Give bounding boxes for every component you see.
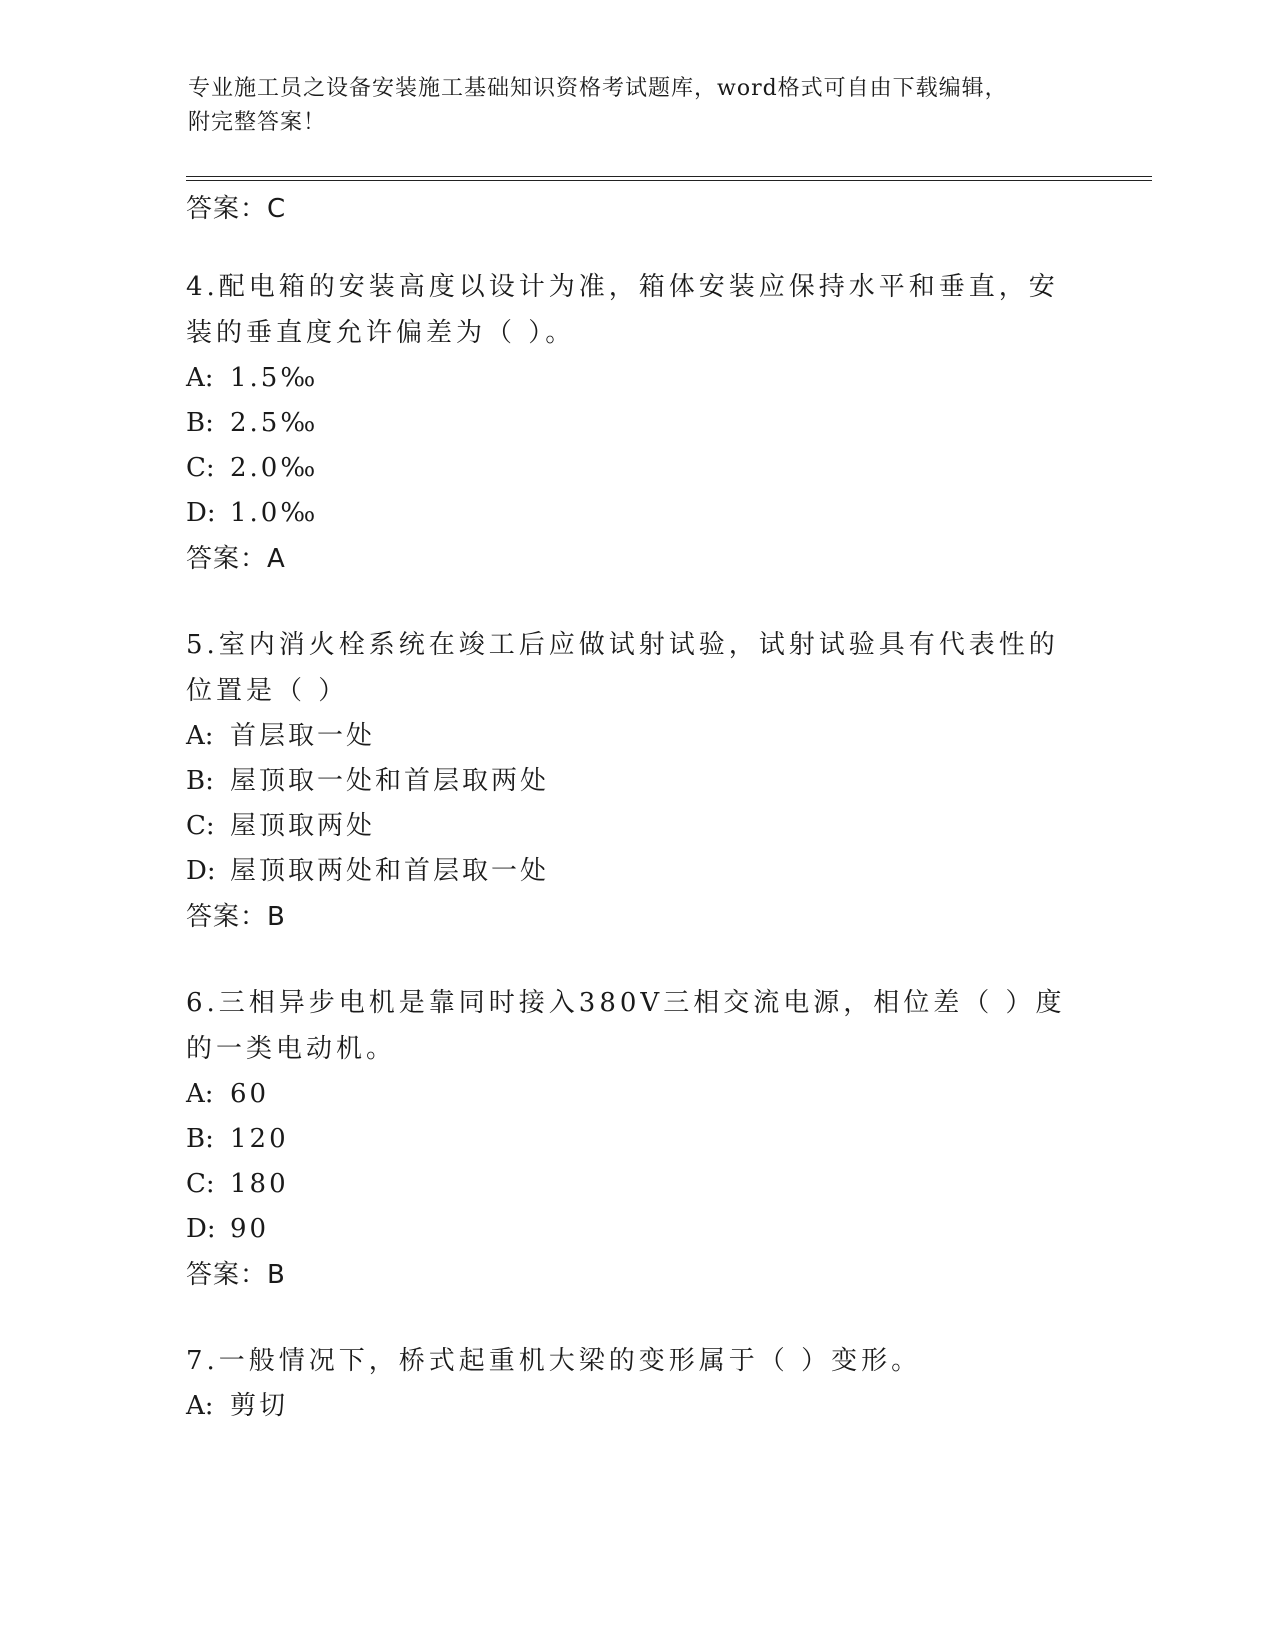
page-header — [188, 72, 1068, 140]
previous-answer: 答案：C — [186, 194, 287, 224]
option-text: 60 — [230, 1079, 270, 1109]
option-key: A: — [186, 1391, 214, 1421]
option-key: C: — [186, 453, 215, 483]
option-key: C: — [186, 1169, 215, 1199]
option-text: 2.5‰ — [230, 408, 319, 438]
question-block-4 — [186, 264, 1086, 582]
option-key: C: — [186, 811, 215, 841]
option-c — [186, 804, 1086, 849]
option-c — [186, 446, 1086, 491]
option-a — [186, 714, 1086, 759]
option-d — [186, 491, 1086, 536]
header-line-2: 附完整答案！ — [188, 110, 327, 135]
option-c — [186, 1162, 1086, 1207]
option-key: D: — [186, 498, 216, 528]
question-block-7 — [186, 1338, 1086, 1429]
option-d — [186, 849, 1086, 894]
option-key: B: — [186, 408, 214, 438]
option-a — [186, 356, 1086, 401]
question-block-5 — [186, 622, 1086, 940]
header-divider — [186, 176, 1152, 181]
answer-line: 答案：B — [186, 1260, 286, 1290]
question-list — [186, 186, 1086, 1429]
header-line-1: 专业施工员之设备安装施工基础知识资格考试题库，word格式可自由下载编辑， — [188, 76, 1008, 101]
option-d — [186, 1207, 1086, 1252]
option-key: B: — [186, 766, 214, 796]
option-text: 首层取一处 — [230, 721, 376, 751]
option-a — [186, 1072, 1086, 1117]
question-text: 6.三相异步电机是靠同时接入380V三相交流电源，相位差（ ）度的一类电动机。 — [186, 988, 1066, 1064]
option-key: A: — [186, 721, 214, 751]
option-key: D: — [186, 856, 216, 886]
question-text: 4.配电箱的安装高度以设计为准，箱体安装应保持水平和垂直，安装的垂直度允许偏差为（ ）。 — [186, 272, 1059, 348]
option-key: B: — [186, 1124, 214, 1154]
option-text: 屋顶取一处和首层取两处 — [230, 766, 550, 796]
option-key: A: — [186, 1079, 214, 1109]
option-a — [186, 1384, 1086, 1429]
option-text: 180 — [230, 1169, 289, 1199]
option-text: 1.5‰ — [230, 363, 319, 393]
question-text: 7.一般情况下，桥式起重机大梁的变形属于（ ）变形。 — [186, 1346, 922, 1376]
option-text: 90 — [230, 1214, 270, 1244]
option-key: A: — [186, 363, 214, 393]
option-text: 2.0‰ — [230, 453, 319, 483]
option-text: 屋顶取两处和首层取一处 — [230, 856, 550, 886]
answer-line: 答案：B — [186, 902, 286, 932]
question-text: 5.室内消火栓系统在竣工后应做试射试验，试射试验具有代表性的位置是（ ） — [186, 630, 1059, 706]
option-b — [186, 759, 1086, 804]
option-text: 120 — [230, 1124, 289, 1154]
option-text: 1.0‰ — [230, 498, 319, 528]
option-b — [186, 401, 1086, 446]
answer-line: 答案：A — [186, 544, 286, 574]
option-b — [186, 1117, 1086, 1162]
option-text: 屋顶取两处 — [230, 811, 376, 841]
option-key: D: — [186, 1214, 216, 1244]
option-text: 剪切 — [230, 1391, 289, 1421]
question-block-6 — [186, 980, 1086, 1298]
